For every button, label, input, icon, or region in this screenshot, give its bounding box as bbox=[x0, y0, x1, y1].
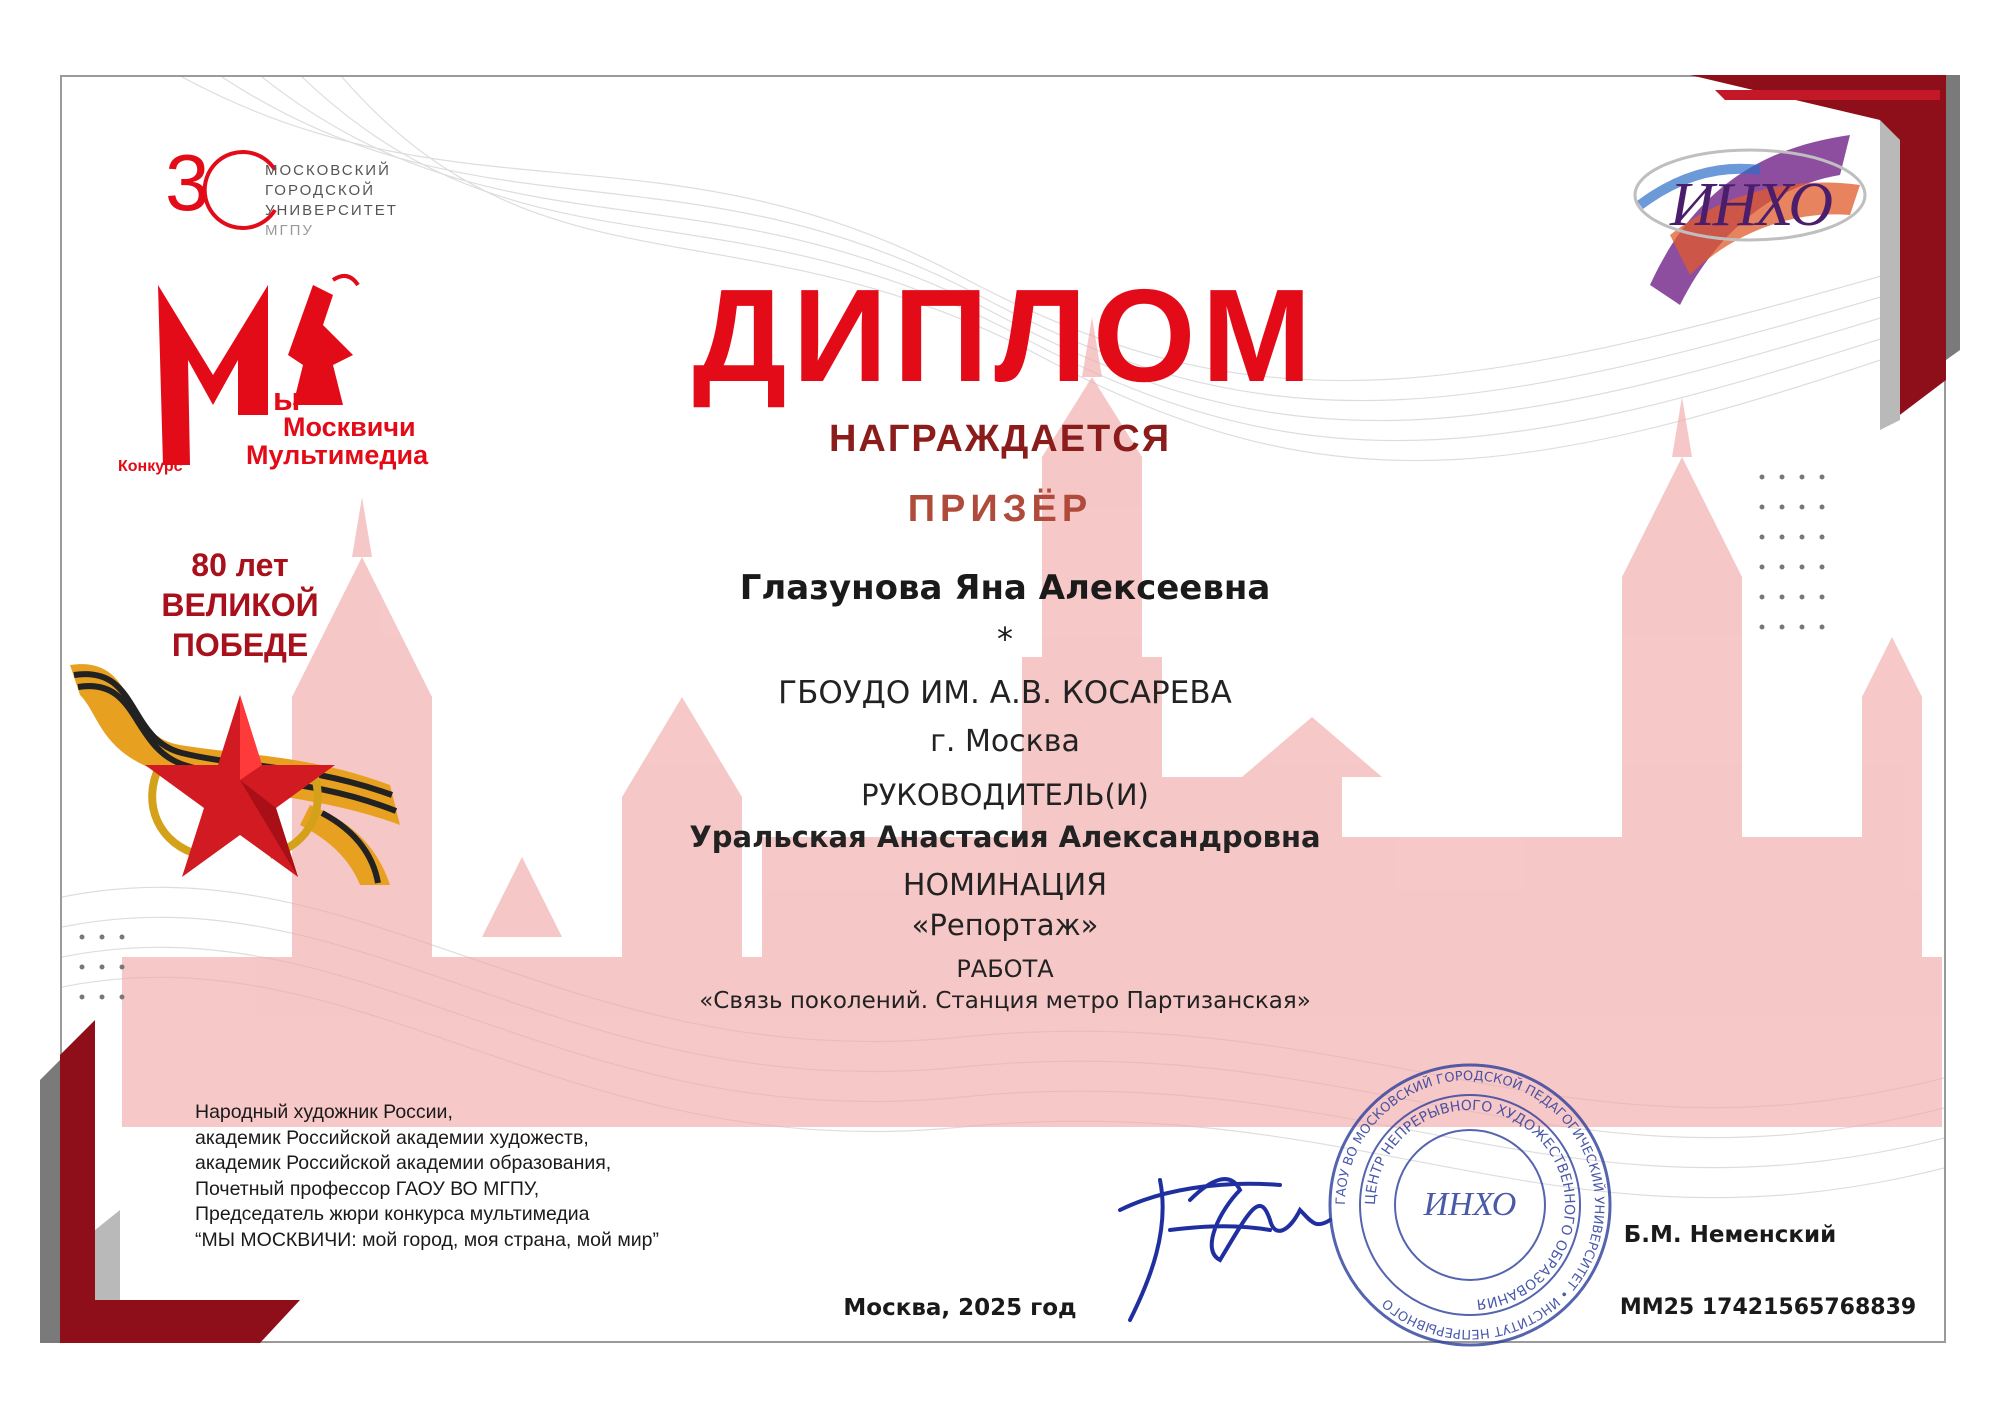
contest-word-multimedia bbox=[246, 440, 428, 471]
credential-line: Председатель жюри конкурса мультимедиа bbox=[195, 1203, 590, 1225]
mgpu-name bbox=[265, 161, 398, 241]
nomination-label: НОМИНАЦИЯ bbox=[902, 868, 1108, 903]
work-label: РАБОТА bbox=[956, 955, 1054, 983]
signer-credentials bbox=[195, 1100, 755, 1253]
stamp-inner-text: ЦЕНТР НЕПРЕРЫВНОГО ХУДОЖЕСТВЕННОГО ОБРАЗОВАНИЯ bbox=[1362, 1097, 1578, 1312]
credential-line: “МЫ МОСКВИЧИ: мой город, моя страна, мой мир” bbox=[195, 1228, 659, 1251]
diploma-title: ДИПЛОМ bbox=[692, 262, 1318, 409]
place-and-year: Москва, 2025 год bbox=[843, 1295, 1077, 1321]
separator-star: * bbox=[997, 620, 1013, 658]
work-title: «Связь поколений. Станция метро Партизанская» bbox=[699, 988, 1311, 1014]
signer-name: Б.М. Неменский bbox=[1623, 1222, 1837, 1248]
credential-line: академик Российской академии художеств, bbox=[195, 1126, 589, 1149]
victory-line: 80 лет bbox=[191, 547, 289, 583]
victory-line: ВЕЛИКОЙ bbox=[161, 587, 319, 623]
mgpu-line: ГОРОДСКОЙ bbox=[265, 182, 375, 199]
registration-number: ММ25 17421565768839 bbox=[1619, 1295, 1917, 1320]
prize-label: ПРИЗЁР bbox=[907, 488, 1093, 530]
official-stamp bbox=[1320, 1055, 1620, 1355]
stamp-outer-text: ГАОУ ВО МОСКОВСКИЙ ГОРОДСКОЙ ПЕДАГОГИЧЕСКИЙ УНИВЕРСИТЕТ • ИНСТИТУТ НЕПРЕРЫВНОГО bbox=[1333, 1068, 1607, 1342]
credential-line: Народный художник России, bbox=[195, 1101, 453, 1123]
awarded-label: НАГРАЖДАЕТСЯ bbox=[828, 418, 1172, 460]
contest-prefix: Конкурс bbox=[118, 458, 183, 475]
contest-word-moskvichi: Москвичи bbox=[283, 412, 416, 442]
mgpu-line: УНИВЕРСИТЕТ bbox=[265, 202, 398, 219]
victory-line: ПОБЕДЕ bbox=[171, 627, 309, 663]
institution-name: ГБОУДО ИМ. А.В. КОСАРЕВА bbox=[778, 675, 1232, 711]
credential-line: Почетный профессор ГАОУ ВО МГПУ, bbox=[195, 1177, 540, 1200]
mgpu-short: МГПУ bbox=[265, 222, 314, 239]
city: г. Москва bbox=[930, 724, 1080, 759]
mgpu-line: МОСКОВСКИЙ bbox=[265, 162, 391, 179]
supervisor-name: Уральская Анастасия Александровна bbox=[689, 820, 1321, 854]
contest-word2: ультимедиа bbox=[268, 440, 429, 470]
svg-text:ы: ы bbox=[273, 381, 301, 417]
supervisor-label: РУКОВОДИТЕЛЬ(И) bbox=[861, 778, 1149, 812]
credential-line: академик Российской академии образования, bbox=[195, 1152, 612, 1174]
institute-logo-text: ИНХО bbox=[1670, 171, 1832, 239]
contest-m-small: М bbox=[246, 440, 269, 470]
stamp-center-text: ИНХО bbox=[1423, 1186, 1517, 1223]
victory-star-ribbon-emblem bbox=[60, 655, 420, 895]
nomination-value: «Репортаж» bbox=[911, 908, 1099, 942]
victory-text bbox=[140, 545, 340, 665]
svg-text:3: 3 bbox=[165, 138, 210, 227]
recipient-name: Глазунова Яна Алексеевна bbox=[739, 568, 1271, 608]
